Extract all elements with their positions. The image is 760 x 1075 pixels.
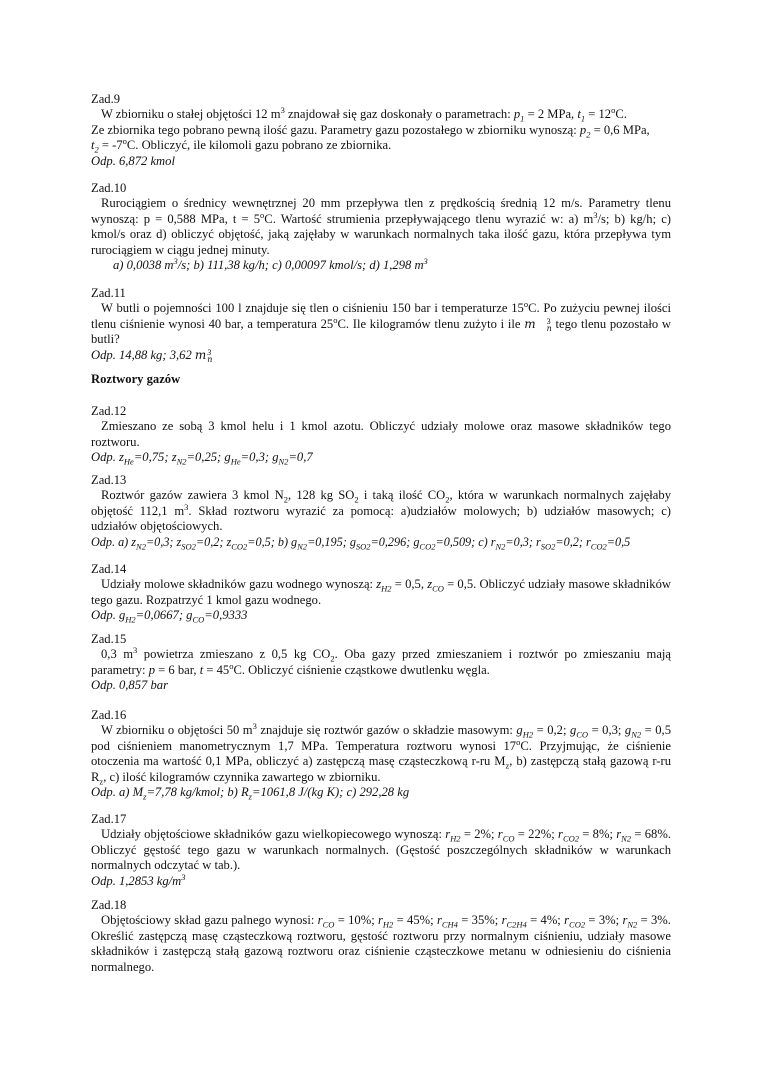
problem-text: Udziały objętościowe składników gazu wielkopiecowego wynoszą: $r_{H2} = 2\%$; $r_{CO} = 22\%$; $r_{CO2} = 8\%$; $r_{N2} = 68\%$. Obliczyć gęstość tego gazu w warunkach normalnych. (Gęstość poszczególnych składników w warunkach normalnych odczytać w tab.). [91, 827, 671, 873]
problem-text: Rurociągiem o średnicy wewnętrznej 20 mm przepływa tlen z prędkością średnią 12 m/s. Parametry tlenu wynoszą: p = 0,588 MPa, $t = 5^oC$. Wartość strumienia przepływającego tlenu wyrazić w: a) $m^3/s$; b) kg/h; c) kmol/s oraz d) obliczyć objętość, jaką zajęłaby w warunkach normalnych taka ilość gazu, która przepływa tym rurociągiem w ciągu jednej minuty. [91, 196, 671, 257]
problem-text: Udziały molowe składników gazu wodnego wynoszą: $z_{H2} = 0,5$, $z_{CO} = 0,5$. Obliczyć udziały masowe składników tego gazu. Rozpatrzyć 1 kmol gazu wodnego. [91, 577, 671, 607]
problem-11 [91, 286, 671, 363]
problem-10 [91, 181, 671, 273]
answer: Odp. $z_{He}=0,75$; $z_{N2}=0,25$; $g_{He}=0,3$; $g_{N2}=0,7$ [91, 450, 313, 467]
problem-15 [91, 632, 671, 694]
problem-label: Zad.10 [91, 181, 127, 195]
answer: Odp. a) $z_{N2}=0,3$; $z_{SO2}=0,2$; $z_{CO2}=0,5$; b) $g_{N2}=0,195$; $g_{SO2}=0,296$; $g_{CO2}=0,509$; c) $r_{N2}=0,3$; $r_{SO2}=0,2$; $r_{CO2}=0,5$ [91, 534, 631, 552]
problem-text: 0,3 $m^3$ powietrza zmieszano z 0,5 kg $CO_2$. Oba gazy przed zmieszaniem i roztwór po zmieszaniu mają parametry: p = 6 bar, $t = 45^oC$. Obliczyć ciśnienie cząstkowe dwutlenku węgla. [91, 645, 672, 677]
problem-9 [91, 92, 671, 169]
problem-14 [91, 562, 671, 624]
problem-16 [91, 708, 671, 800]
section-heading [91, 372, 671, 387]
problem-13 [91, 473, 671, 550]
problem-text: W zbiorniku o stałej objętości 12 $m^3$ znajdował się gaz doskonały o parametrach: $p_1 = 2$ MPa, $t_1 = 12^oC$. [101, 105, 627, 124]
problem-12 [91, 404, 671, 466]
answer: Odp. 14,88 kg; 3,62 m 3 n [91, 347, 213, 364]
problem-label: Zad.12 [91, 404, 127, 418]
problem-text: Zmieszano ze sobą 3 kmol helu i 1 kmol azotu. Obliczyć udziały molowe oraz masowe składników tego roztworu. [91, 419, 671, 449]
answer: Odp. $g_{H2}=0,0667$; $g_{CO}=0,9333$ [91, 608, 248, 625]
answer: a) 0,0038 $m^3/s$; b) 111,38 kg/h; c) 0,00097 kmol/s; d) 1,298 $m^3$ [113, 255, 428, 273]
problem-text: W butli o pojemności 100 l znajduje się tlen o ciśnieniu 150 bar i temperaturze 15$^o$C. Po zużyciu pewnej ilości tlenu ciśnienie wynosi 40 bar, a temperatura 25$^o$C. Ile kilogramów tlenu zużyto i ile m 3 n tego tlenu pozostało w butli? [91, 299, 671, 347]
problem-text: Objętościowy skład gazu palnego wynosi: $r_{CO} = 10\%$; $r_{H2} = 45\%$; $r_{CH4} = 35\%$; $r_{C2H4} = 4\%$; $r_{CO2} = 3\%$; $r_{N2} = 3\%$. Określić zastępczą masę cząsteczkową roztworu, gęstość roztworu przy normalnym ciśnieniu, udziały masowe składników i zastępczą stałą gazową roztworu oraz ciśnienie cząsteczkowe metanu w odniesieniu do ciśnienia normalnego. [91, 913, 671, 974]
problem-label: Zad.15 [91, 632, 127, 646]
problem-label: Zad.13 [91, 473, 127, 487]
problem-label: Zad.16 [91, 708, 127, 722]
problem-text: Roztwór gazów zawiera 3 kmol $N_2$, 128 kg $SO_2$ i taką ilość $CO_2$, która w warunkach normalnych zajęłaby objętość 112,1 $m^3$. Skład roztworu wyrazić za pomocą: a)udziałów molowych; b) udziałów masowych; c) udziałów objętościowych. [91, 488, 671, 534]
problem-text: W zbiorniku o objętości 50 $m^3$ znajduje się roztwór gazów o składzie masowym: $g_{H2} = 0,2$; $g_{CO} = 0,3$; $g_{N2} = 0,5$ pod ciśnieniem manometrycznym 1,7 MPa. Temperatura roztworu wynosi 17$^o$C. Przyjmując, że ciśnienie otoczenia ma wartość 0,1 MPa, obliczyć a) zastępczą masę cząsteczkową r-ru $M_z$, b) zastępczą stałą gazową r-ru $R_z$, c) ilość kilogramów czynnika zawartego w zbiorniku. [91, 721, 671, 787]
problem-text: Ze zbiornika tego pobrano pewną ilość gazu. Parametry gazu pozostałego w zbiorniku wynoszą: $p_2 = 0,6$ MPa, [91, 122, 650, 140]
answer: Odp. 6,872 kmol [91, 153, 175, 168]
answer: Odp. 1,2853 $kg/m^3$ [91, 871, 186, 888]
problem-label: Zad.9 [91, 92, 121, 106]
problem-text: $t_2 = -7^oC$. Obliczyć, ile kilomoli gazu pobrano ze zbiornika. [91, 136, 392, 155]
answer: Odp. a) $M_z=7,78$ kg/kmol; b) $R_z=1061,8$ J/(kg K); c) 292,28 kg [91, 785, 410, 802]
answer: Odp. 0,857 bar [91, 678, 168, 693]
problem-label: Zad.14 [91, 562, 127, 576]
problem-label: Zad.17 [91, 812, 127, 826]
section-title: Roztwory gazów [91, 372, 181, 386]
problem-label: Zad.18 [91, 898, 127, 912]
problem-18 [91, 898, 671, 975]
problem-17 [91, 812, 671, 889]
problem-label: Zad.11 [91, 286, 126, 300]
